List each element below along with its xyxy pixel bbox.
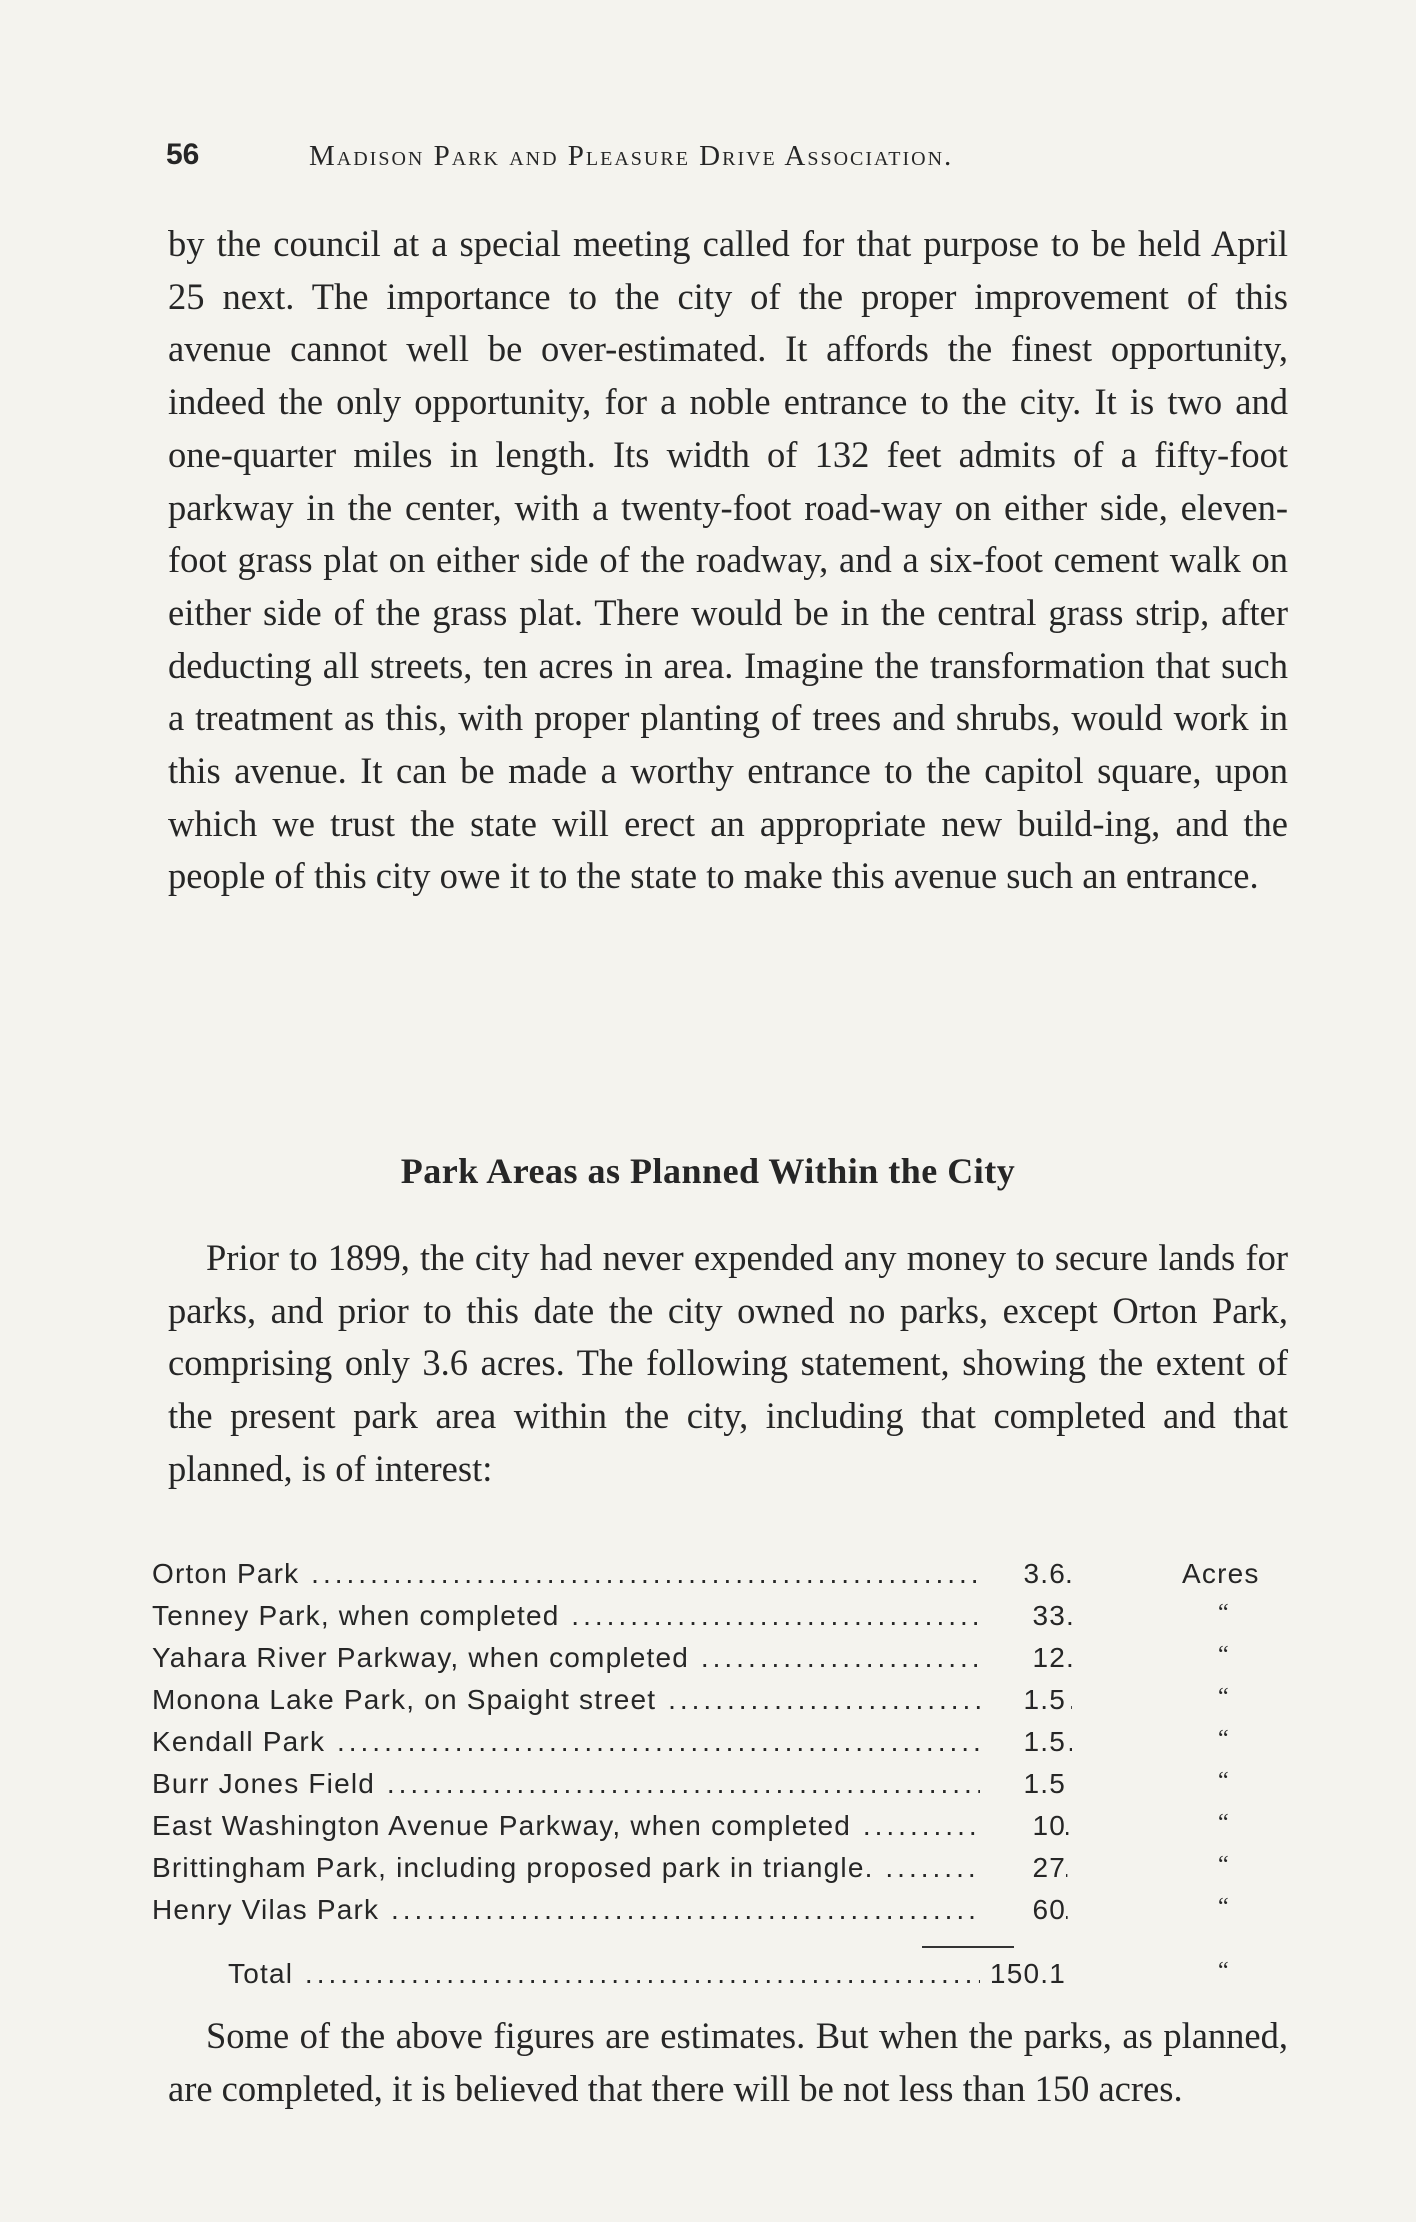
park-name: Brittingham Park, including proposed park in triangle. ..... xyxy=(152,1852,1072,1884)
park-name: East Washington Avenue Parkway, when completed ..... xyxy=(152,1810,1072,1842)
page-number: 56 xyxy=(166,138,200,171)
table-row xyxy=(152,1642,1292,1684)
total-label: Total ..... xyxy=(228,1958,1073,1990)
ditto-mark: “ xyxy=(1218,1600,1230,1626)
park-area-table xyxy=(152,1558,1292,1936)
park-acres: 1.5 xyxy=(980,1726,1066,1758)
running-title: Madison Park and Pleasure Drive Association. xyxy=(309,140,954,172)
paragraph-park-history: Prior to 1899, the city had never expended any money to secure lands for parks, and prior to this date the city owned no parks, except Orton Park, comprising only 3.6 acres. The following statement, showing the extent of the present park area within the city, including that completed and that planned, is of interest: xyxy=(168,1237,1288,1489)
park-name: Orton Park ..... xyxy=(152,1558,1072,1590)
table-row xyxy=(152,1894,1292,1936)
ditto-mark: “ xyxy=(1218,1726,1230,1752)
table-row xyxy=(152,1768,1292,1810)
park-name: Monona Lake Park, on Spaight street ..... xyxy=(152,1684,1072,1716)
total-row xyxy=(228,1958,1292,2000)
unit-label: Acres xyxy=(1182,1558,1260,1589)
ditto-mark: “ xyxy=(1218,1684,1230,1710)
ditto-mark: “ xyxy=(1218,1958,1230,1984)
table-row xyxy=(152,1810,1292,1852)
table-row xyxy=(152,1684,1292,1726)
ditto-mark: “ xyxy=(1218,1852,1230,1878)
total-acres: 150.1 xyxy=(980,1958,1066,1990)
park-acres: 60 xyxy=(980,1894,1066,1926)
ditto-mark: “ xyxy=(1218,1894,1230,1920)
running-head xyxy=(166,138,1286,182)
table-row xyxy=(152,1852,1292,1894)
total-rule xyxy=(922,1946,1014,1948)
ditto-mark: “ xyxy=(1218,1768,1230,1794)
park-acres: 27 xyxy=(980,1852,1066,1884)
park-acres: 10 xyxy=(980,1810,1066,1842)
ditto-mark: “ xyxy=(1218,1810,1230,1836)
section-heading: Park Areas as Planned Within the City xyxy=(400,1151,1016,1191)
park-acres: 12 xyxy=(980,1642,1066,1674)
park-name: Yahara River Parkway, when completed ..... xyxy=(152,1642,1072,1674)
park-name: Henry Vilas Park ..... xyxy=(152,1894,1072,1926)
ditto-mark: “ xyxy=(1218,1642,1230,1668)
park-acres: 1.5 xyxy=(980,1768,1066,1800)
paragraph-estimates: Some of the above figures are estimates. But when the parks, as planned, are completed, it is believed that there will be not less than 150 acres. xyxy=(168,2015,1288,2109)
park-acres: 1.5 xyxy=(980,1684,1066,1716)
park-acres: 33 xyxy=(980,1600,1066,1632)
table-row xyxy=(152,1726,1292,1768)
park-name: Kendall Park ..... xyxy=(152,1726,1072,1758)
paragraph-avenue: by the council at a special meeting called for that purpose to be held April 25 next. The importance to the city of the proper improvement of this avenue cannot well be over-estimated. It affords the finest opportunity, indeed the only opportunity, for a noble entrance to the city. It is two and one-quarter miles in length. Its width of 132 feet admits of a fifty-foot parkway in the center, with a twenty-foot road-way on either side, eleven-foot grass plat on either side of the roadway, and a six-foot cement walk on either side of the grass plat. There would be in the central grass strip, after deducting all streets, ten acres in area. Imagine the transformation that such a treatment as this, with proper planting of trees and shrubs, would work in this avenue. It can be made a worthy entrance to the capitol square, upon which we trust the state will erect an appropriate new build-ing, and the people of this city owe it to the state to make this avenue such an entrance. xyxy=(168,223,1288,897)
park-acres: 3.6 xyxy=(980,1558,1066,1590)
table-row xyxy=(152,1558,1292,1600)
park-name: Tenney Park, when completed ..... xyxy=(152,1600,1072,1632)
table-row xyxy=(152,1600,1292,1642)
park-name: Burr Jones Field ..... xyxy=(152,1768,1072,1800)
